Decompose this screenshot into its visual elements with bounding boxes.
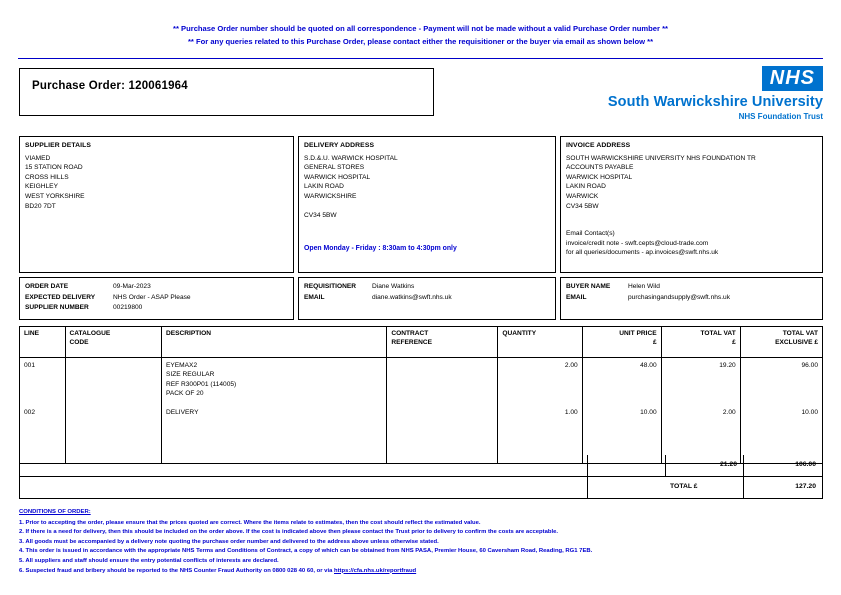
supplier-number-row bbox=[25, 303, 288, 314]
row-quantity: 1.00 bbox=[498, 405, 582, 463]
invoice-contact-block bbox=[566, 229, 817, 258]
invoice-line: CV34 5BW bbox=[566, 202, 599, 210]
trust-subtitle: NHS Foundation Trust bbox=[738, 112, 823, 121]
conditions-of-order bbox=[19, 508, 824, 576]
row-unit-price: 48.00 bbox=[582, 358, 661, 405]
invoice-address-box bbox=[560, 136, 823, 273]
row-line-number: 001 bbox=[20, 358, 65, 405]
condition-item: 5. All suppliers and staff should ensure the entry potential conflicts of interests are declared. bbox=[19, 557, 279, 564]
condition-item-fraud-text: 6. Suspected fraud and bribery should be reported to the NHS Counter Fraud Authority on 0800 028 40 60, or via bbox=[19, 567, 334, 574]
header-divider bbox=[18, 58, 823, 59]
header-unit-price-line2: £ bbox=[652, 338, 657, 346]
row-description-line: SIZE REGULAR bbox=[165, 371, 215, 379]
supplier-details-box bbox=[19, 136, 294, 273]
row-description-line: PACK OF 20 bbox=[165, 389, 204, 397]
buyer-email-row bbox=[566, 293, 817, 304]
row-line-number: 002 bbox=[20, 405, 65, 463]
invoice-line: WARWICK HOSPITAL bbox=[566, 173, 633, 181]
spacer bbox=[304, 202, 550, 211]
buyer-row bbox=[566, 282, 817, 293]
notice-line-2: ** For any queries related to this Purchase Order, please contact either the requisitioner or the buyer via email as shown below ** bbox=[187, 37, 654, 46]
header-total-vat-line1: TOTAL VAT bbox=[700, 330, 736, 337]
header-catalogue-code bbox=[65, 327, 161, 358]
header-description: DESCRIPTION bbox=[161, 327, 386, 358]
buyer-box bbox=[560, 277, 823, 320]
header-contract-reference-line1: CONTRACT bbox=[391, 330, 429, 337]
header-quantity: QUANTITY bbox=[498, 327, 582, 358]
header-catalogue-code-line1: CATALOGUE bbox=[69, 330, 111, 337]
invoice-contact-line-1: invoice/credit note - swft.cepts@cloud-trade.com bbox=[566, 239, 709, 247]
order-date-row bbox=[25, 282, 288, 293]
subtotal-exclusive: 106.00 bbox=[795, 461, 816, 468]
delivery-open-hours: Open Monday - Friday : 8:30am to 4:30pm only bbox=[304, 245, 457, 253]
delivery-line: GENERAL STORES bbox=[304, 164, 365, 172]
row-total-vat: 19.20 bbox=[661, 358, 740, 405]
header-unit-price-line1: UNIT PRICE bbox=[619, 330, 657, 337]
row-total-vat: 2.00 bbox=[661, 405, 740, 463]
invoice-contact-line-2: for all queries/documents - ap.invoices@swft.nhs.uk bbox=[566, 249, 719, 257]
table-row bbox=[20, 358, 822, 405]
header-notices bbox=[18, 22, 823, 48]
requisitioner-label: REQUISITIONER bbox=[304, 283, 357, 290]
condition-item: 3. All goods must be accompanied by a delivery note quoting the purchase order number and delivered to the address above unless otherwise stated. bbox=[19, 538, 439, 545]
row-quantity: 2.00 bbox=[498, 358, 582, 405]
table-row bbox=[20, 405, 822, 463]
condition-item: 2. If there is a need for delivery, then this should be included on the order above. If the cost is indicated above then please contact the Trust prior to delivery to confirm the costs are acceptable. bbox=[19, 529, 559, 536]
conditions-title: CONDITIONS OF ORDER: bbox=[19, 509, 91, 515]
invoice-address-header: INVOICE ADDRESS bbox=[566, 142, 631, 149]
row-catalogue-code bbox=[65, 358, 161, 405]
table-header-row bbox=[20, 327, 822, 358]
row-catalogue-code bbox=[65, 405, 161, 463]
row-description bbox=[161, 358, 386, 405]
supplier-line: CROSS HILLS bbox=[25, 173, 69, 181]
condition-item-fraud bbox=[19, 567, 824, 577]
expected-delivery-label: EXPECTED DELIVERY bbox=[25, 293, 96, 301]
delivery-line: S.D.&.U. WARWICK HOSPITAL bbox=[304, 154, 398, 162]
supplier-line: WEST YORKSHIRE bbox=[25, 192, 85, 200]
invoice-contact-header: Email Contact(s) bbox=[566, 230, 615, 238]
row-total-vat-exclusive: 10.00 bbox=[801, 408, 818, 416]
header-contract-reference-line2: REFERENCE bbox=[391, 338, 433, 346]
notice-line-1: ** Purchase Order number should be quoted on all correspondence - Payment will not be made without a valid Purchase Order number ** bbox=[173, 24, 668, 33]
requisitioner-email-row bbox=[304, 293, 550, 304]
supplier-line: BD20 7DT bbox=[25, 202, 56, 210]
row-description-line: REF R300P01 (114005) bbox=[165, 380, 237, 388]
divider bbox=[587, 477, 588, 498]
buyer-value: Helen Wild bbox=[628, 283, 660, 290]
total-value: 127.20 bbox=[795, 483, 816, 490]
row-description-line: EYEMAX2 bbox=[165, 362, 198, 369]
trust-name: South Warwickshire University bbox=[607, 94, 823, 110]
purchase-order-number: Purchase Order: 120061964 bbox=[32, 80, 188, 92]
requisitioner-email-value: diane.watkins@swft.nhs.uk bbox=[372, 293, 452, 301]
requisitioner-box bbox=[298, 277, 556, 320]
supplier-line: 15 STATION ROAD bbox=[25, 164, 83, 172]
purchase-order-box bbox=[19, 68, 434, 116]
supplier-line: KEIGHLEY bbox=[25, 183, 58, 191]
buyer-email-label: EMAIL bbox=[566, 293, 587, 301]
subtotals-row bbox=[19, 455, 823, 477]
supplier-number-label: SUPPLIER NUMBER bbox=[25, 304, 89, 311]
condition-item: 4. This order is issued in accordance with the appropriate NHS Terms and Conditions of Contract, a copy of which can be obtained from NHS PASA, Premier House, 60 Caversham Road, Reading, RG1 7EB. bbox=[19, 548, 593, 555]
buyer-email-value: purchasingandsupply@swft.nhs.uk bbox=[628, 293, 730, 301]
requisitioner-row bbox=[304, 282, 550, 293]
supplier-details-header: SUPPLIER DETAILS bbox=[25, 142, 92, 149]
row-contract-reference bbox=[387, 358, 498, 405]
invoice-line: WARWICK bbox=[566, 192, 599, 200]
delivery-line: LAKIN ROAD bbox=[304, 183, 344, 191]
row-contract-reference bbox=[387, 405, 498, 463]
header-contract-reference bbox=[387, 327, 498, 358]
supplier-line: VIAMED bbox=[25, 154, 51, 162]
delivery-line: WARWICK HOSPITAL bbox=[304, 173, 371, 181]
header-total-vat-exclusive bbox=[740, 327, 822, 358]
row-unit-price: 10.00 bbox=[582, 405, 661, 463]
row-total-vat-exclusive: 96.00 bbox=[801, 362, 818, 369]
header-catalogue-code-line2: CODE bbox=[69, 338, 89, 346]
delivery-postcode: CV34 5BW bbox=[304, 211, 337, 219]
fraud-report-link[interactable]: https://cfa.nhs.uk/reportfraud bbox=[334, 567, 417, 574]
divider bbox=[587, 455, 588, 476]
invoice-line: ACCOUNTS PAYABLE bbox=[566, 164, 634, 172]
expected-delivery-row bbox=[25, 293, 288, 304]
header-line: LINE bbox=[20, 327, 65, 358]
requisitioner-email-label: EMAIL bbox=[304, 293, 325, 301]
order-date-value: 09-Mar-2023 bbox=[113, 283, 151, 290]
invoice-line: LAKIN ROAD bbox=[566, 183, 606, 191]
line-items-table bbox=[19, 326, 823, 464]
delivery-line: WARWICKSHIRE bbox=[304, 192, 357, 200]
invoice-line: SOUTH WARWICKSHIRE UNIVERSITY NHS FOUNDATION TR bbox=[566, 154, 756, 162]
header-total-vat-line2: £ bbox=[732, 338, 736, 346]
header-unit-price bbox=[582, 327, 661, 358]
row-description bbox=[161, 405, 386, 463]
subtotal-vat: 21.20 bbox=[719, 461, 737, 468]
buyer-label: BUYER NAME bbox=[566, 283, 611, 290]
header-total-vat-exclusive-line2: EXCLUSIVE £ bbox=[775, 338, 818, 346]
order-date-label: ORDER DATE bbox=[25, 283, 69, 290]
nhs-logo: NHS bbox=[762, 66, 823, 91]
delivery-address-box bbox=[298, 136, 556, 273]
order-info-box bbox=[19, 277, 294, 320]
header-total-vat bbox=[661, 327, 740, 358]
nhs-brand-block bbox=[561, 66, 823, 121]
delivery-address-header: DELIVERY ADDRESS bbox=[304, 142, 375, 149]
expected-delivery-value: NHS Order - ASAP Please bbox=[113, 293, 191, 301]
supplier-number-value: 00219800 bbox=[113, 304, 143, 311]
header-total-vat-exclusive-line1: TOTAL VAT bbox=[782, 330, 818, 337]
row-description-line: DELIVERY bbox=[165, 408, 199, 416]
total-label: TOTAL £ bbox=[670, 483, 698, 490]
total-row bbox=[19, 477, 823, 499]
condition-item: 1. Prior to accepting the order, please ensure that the prices quoted are correct. Where the items relate to estimates, then the cost should reflect the estimated value. bbox=[19, 519, 481, 526]
requisitioner-value: Diane Watkins bbox=[372, 283, 415, 290]
